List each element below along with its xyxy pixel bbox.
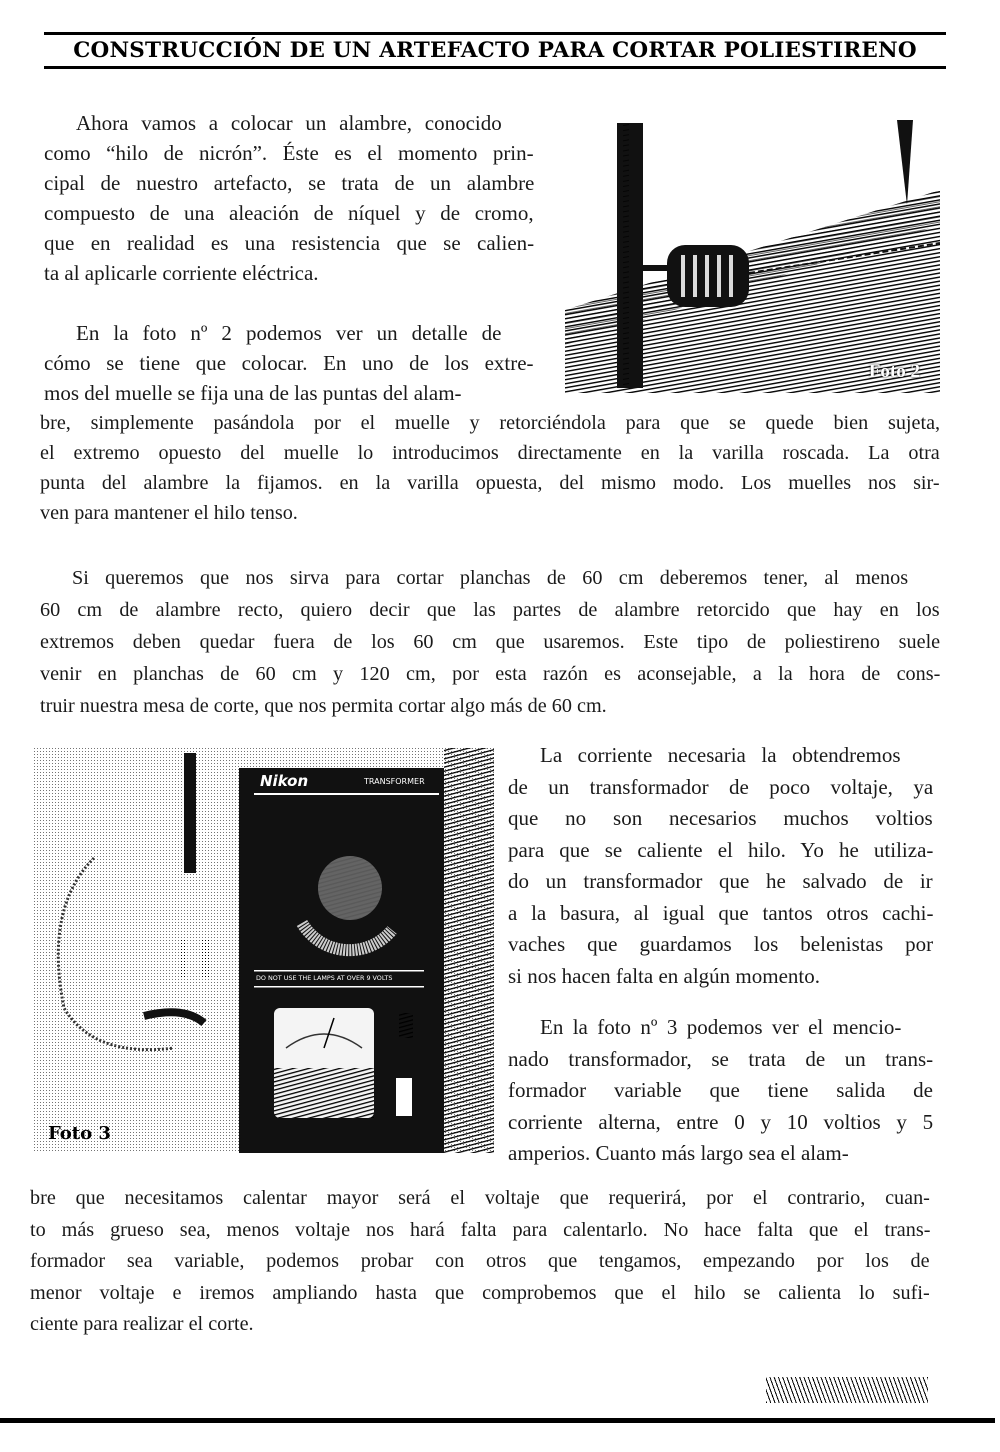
footer-logo-block (766, 1377, 928, 1403)
text-line: ciente para realizar el corte. (30, 1313, 254, 1335)
text-line: Si queremos que nos sirva para cortar planchas de 60 cm deberemos tener, al menos (72, 567, 909, 589)
paragraph-planchas (40, 562, 940, 722)
paragraph-foto3-narrow (508, 1012, 933, 1170)
paragraph-foto3-wide (30, 1183, 930, 1341)
text-line: de un transformador de poco voltaje, ya (508, 774, 934, 799)
photo-2 (565, 115, 940, 393)
text-line: que no son necesarios muchos voltios (508, 806, 933, 830)
text-line: el extremo opuesto del muelle lo introducimos directamente en la varilla roscada. La otra (40, 442, 940, 464)
header-bottom-rule (44, 66, 946, 69)
text-line: amperios. Cuanto más largo sea el alam- (508, 1141, 849, 1165)
paragraph-corriente (508, 740, 933, 992)
transformer-illustration (34, 748, 494, 1153)
text-line: como “hilo de nicrón”. Éste es el momento prin- (44, 141, 534, 165)
text-line: ven para mantener el hilo tenso. (40, 502, 298, 524)
footer-rule (0, 1418, 995, 1423)
text-line: venir en planchas de 60 cm y 120 cm, por esta razón es aconsejable, a la hora de cons- (40, 663, 941, 685)
text-line: extremos deben quedar fuera de los 60 cm que usaremos. Este tipo de poliestireno suele (40, 631, 941, 653)
text-line: vaches que guardamos los belenistas por (508, 932, 934, 956)
text-line: punta del alambre la fijamos. en la varilla opuesta, del mismo modo. Los muelles nos sir- (40, 472, 940, 494)
text-line: cipal de nuestro artefacto, se trata de un alambre (44, 171, 535, 195)
text-line: En la foto nº 2 podemos ver un detalle de (76, 321, 502, 345)
text-line: si nos hacen falta en algún momento. (508, 963, 820, 988)
spring-rod-illustration (565, 115, 940, 393)
text-line: bre que necesitamos calentar mayor será el voltaje que requerirá, por el contrario, cuan- (30, 1187, 930, 1209)
text-line: para que se caliente el hilo. Yo he utiliza- (508, 837, 934, 862)
text-line: do un transformador que he salvado de ir (508, 869, 933, 893)
header-top-rule (44, 32, 946, 35)
text-line: ta al aplicarle corriente eléctrica. (44, 261, 319, 285)
page-title: CONSTRUCCIÓN DE UN ARTEFACTO PARA CORTAR POLIESTIRENO (73, 38, 917, 63)
text-line: Ahora vamos a colocar un alambre, conocido (76, 111, 502, 135)
text-line: to más grueso sea, menos voltaje nos hará falta para calentarlo. No hace falta que el trans- (30, 1218, 931, 1241)
text-line: La corriente necesaria la obtendremos (540, 743, 901, 767)
text-line: truir nuestra mesa de corte, que nos permita cortar algo más de 60 cm. (40, 695, 607, 717)
text-line: bre, simplemente pasándola por el muelle y retorciéndola para que se quede bien sujeta, (40, 412, 941, 434)
transformer-warning-label: DO NOT USE THE LAMPS AT OVER 9 VOLTS (256, 974, 393, 982)
paragraph-foto2-wide (40, 408, 940, 528)
text-line: formador sea variable, podemos probar con otros que tengamos, empezando por los de (30, 1250, 930, 1272)
text-line: formador variable que tiene salida de (508, 1078, 933, 1102)
text-line: a la basura, al igual que tantos otros cachi- (508, 900, 934, 925)
photo-3 (34, 748, 494, 1153)
nikon-brand-label: Nikon (260, 772, 309, 790)
text-line: que en realidad es una resistencia que se calien- (44, 231, 535, 255)
paragraph-intro (44, 108, 534, 288)
text-line: menor voltaje e iremos ampliando hasta que comprobemos que el hilo se calienta lo sufi- (30, 1281, 930, 1304)
transformer-panel-label: TRANSFORMER (364, 777, 425, 786)
text-line: mos del muelle se fija una de las puntas del alam- (44, 381, 462, 405)
photo-3-caption: Foto 3 (48, 1123, 111, 1144)
text-line: nado transformador, se trata de un trans- (508, 1046, 934, 1071)
text-line: En la foto nº 3 podemos ver el mencio- (540, 1015, 902, 1039)
text-line: cómo se tiene que colocar. En uno de los extre- (44, 351, 534, 375)
photo-2-caption: Foto 2 (868, 361, 920, 382)
paragraph-foto2-narrow (44, 318, 534, 408)
text-line: compuesto de una aleación de níquel y de cromo, (44, 201, 534, 225)
text-line: corriente alterna, entre 0 y 10 voltios y 5 (508, 1109, 934, 1134)
text-line: 60 cm de alambre recto, quiero decir que las partes de alambre retorcido que hay en los (40, 599, 940, 621)
